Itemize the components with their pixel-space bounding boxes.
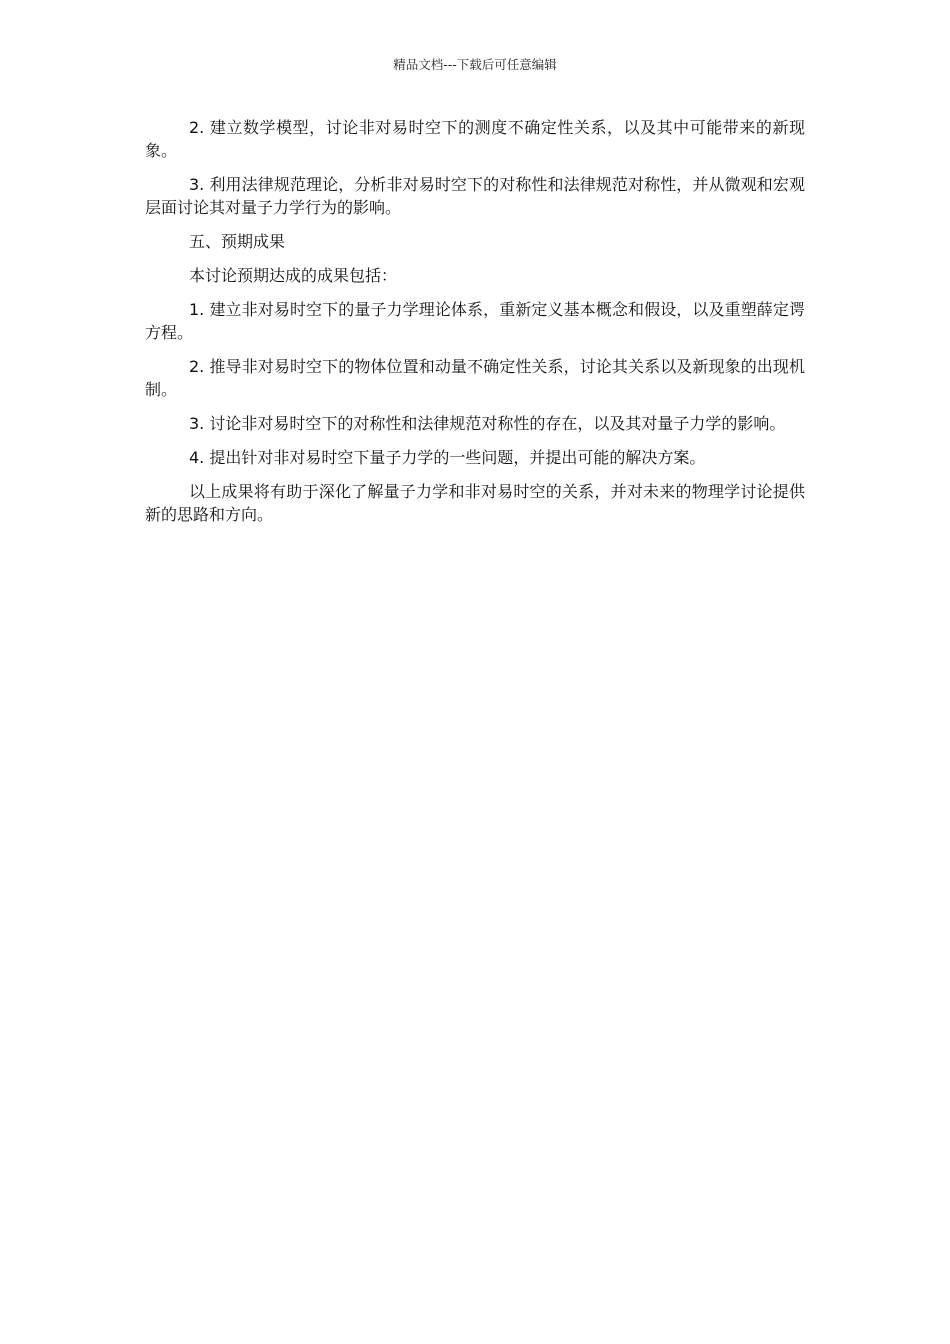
paragraph-result-1: 1. 建立非对易时空下的量子力学理论体系，重新定义基本概念和假设，以及重塑薛定谔方程。 [145, 300, 805, 342]
paragraph-conclusion: 以上成果将有助于深化了解量子力学和非对易时空的关系，并对未来的物理学讨论提供新的思路和方向。 [145, 482, 805, 524]
document-body [145, 116, 805, 537]
page-header: 精品文档---下载后可任意编辑 [393, 57, 557, 72]
paragraph-intro: 本讨论预期达成的成果包括： [189, 266, 398, 285]
paragraph-item-3-symmetry: 3. 利用法律规范理论，分析非对易时空下的对称性和法律规范对称性，并从微观和宏观层面讨论其对量子力学行为的影响。 [145, 175, 805, 217]
paragraph-item-2-model: 2. 建立数学模型，讨论非对易时空下的测度不确定性关系，以及其中可能带来的新现象。 [145, 118, 805, 160]
paragraph-result-4: 4. 提出针对非对易时空下量子力学的一些问题，并提出可能的解决方案。 [189, 448, 706, 467]
section-heading-expected-results: 五、预期成果 [189, 232, 286, 251]
paragraph-result-2: 2. 推导非对易时空下的物体位置和动量不确定性关系，讨论其关系以及新现象的出现机制。 [145, 357, 805, 399]
paragraph-result-3: 3. 讨论非对易时空下的对称性和法律规范对称性的存在，以及其对量子力学的影响。 [189, 414, 786, 433]
